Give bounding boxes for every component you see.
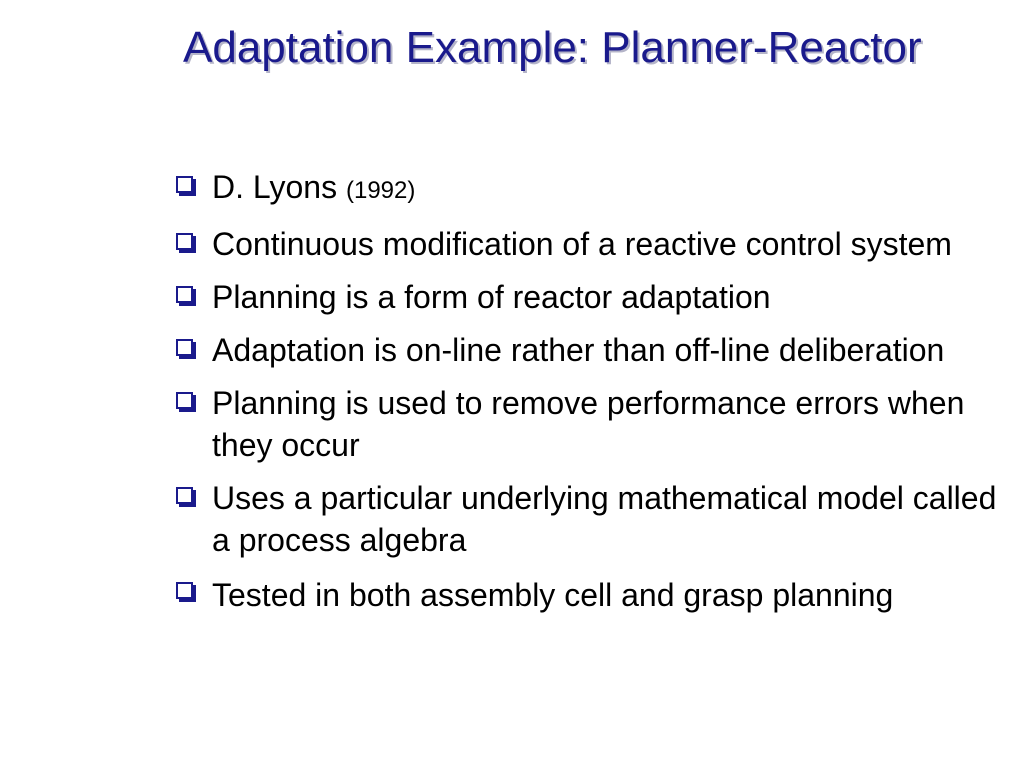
bullet-item — [176, 477, 1006, 561]
bullet-item — [176, 572, 1006, 618]
bullet-year: (1992) — [345, 177, 416, 204]
square-bullet-icon — [176, 487, 193, 504]
square-bullet-icon — [176, 582, 193, 599]
bullet-list — [176, 166, 1006, 629]
square-bullet-icon — [176, 339, 193, 356]
square-bullet-icon — [176, 233, 193, 250]
bullet-item — [176, 223, 1006, 265]
square-bullet-icon — [176, 286, 193, 303]
slide-title: Adaptation Example: Planner-Reactor — [183, 23, 922, 72]
bullet-item — [176, 166, 1006, 212]
bullet-item — [176, 276, 1006, 318]
square-bullet-icon — [176, 176, 193, 193]
bullet-text: Tested in both assembly cell and grasp planning — [212, 577, 894, 613]
bullet-text: D. Lyons — [212, 169, 338, 205]
square-bullet-icon — [176, 392, 193, 409]
bullet-text: Uses a particular underlying mathematical model called a process algebra — [212, 480, 997, 558]
bullet-text: Planning is used to remove performance errors when they occur — [212, 385, 965, 463]
bullet-text: Planning is a form of reactor adaptation — [212, 279, 771, 315]
bullet-text: Adaptation is on-line rather than off-line deliberation — [212, 332, 945, 368]
bullet-text: Continuous modification of a reactive control system — [212, 226, 952, 262]
bullet-item — [176, 329, 1006, 371]
bullet-item — [176, 382, 1006, 466]
